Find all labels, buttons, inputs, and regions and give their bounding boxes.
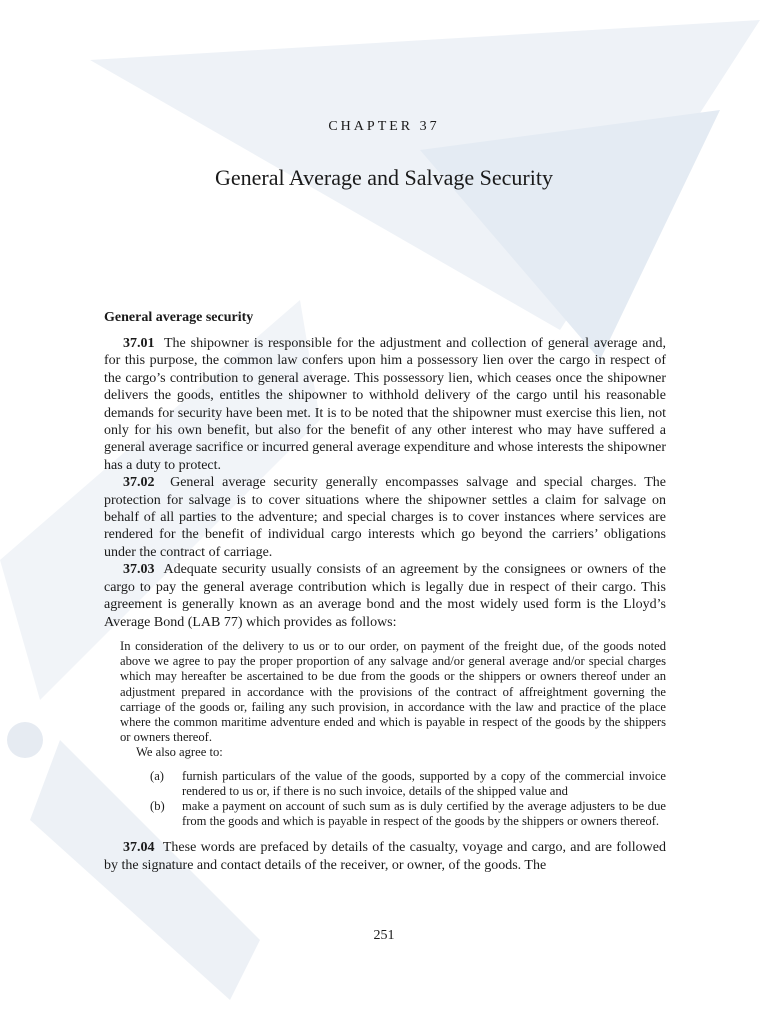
paragraph-text: Adequate security usually consists of an agreement by the consignees or owners of the cargo to pay the general average contribution which is legally due in respect of their cargo. This agreement is generally known as an average bond and the most widely used form is the Lloyd’s Average Bond (LAB 77) which provides as follows: — [104, 562, 666, 630]
paragraph-37-02 — [104, 474, 666, 561]
list-item-label: (a) — [150, 768, 164, 783]
paragraph-37-03 — [104, 561, 666, 631]
list-item-text: furnish particulars of the value of the goods, supported by a copy of the commercial invoice rendered to us or, if there is no such invoice, details of the shipped value and — [182, 768, 666, 798]
paragraph-text: These words are prefaced by details of the casualty, voyage and cargo, and are followed by the signature and contact details of the receiver, or owner, of the goods. The — [104, 840, 666, 873]
paragraph-number: 37.01 — [123, 336, 155, 351]
paragraph-number: 37.02 — [123, 475, 155, 491]
page-number: 251 — [373, 928, 395, 943]
quote-also-agree: We also agree to: — [136, 745, 223, 760]
chapter-label: CHAPTER 37 — [328, 119, 440, 134]
list-item — [120, 769, 666, 799]
chapter-title: General Average and Salvage Security — [214, 165, 553, 190]
paragraph-37-04 — [104, 839, 666, 874]
paragraph-text: General average security generally encompasses salvage and special charges. The protection for salvage is to cover situations where the shipowner settles a claim for salvage on behalf of all parties to the adventure; and special charges is to cover instances where services are rendered for the benefit of individual cargo interests which go beyond the carriers’ obligations under the contract of carriage. — [104, 475, 667, 560]
paragraph-text: The shipowner is responsible for the adjustment and collection of general average and, for this purpose, the common law confers upon him a possessory lien over the cargo in respect of the cargo’s contribution to general average. This possessory lien, which ceases once the shipowner delivers the goods, entitles the shipowner to withhold delivery of the cargo until his reasonable demands for security have been met. It is to be noted that the shipowner must exercise this lien, not only for his own benefit, but also for the benefit of any other interest who may have suffered a general average sacrifice or incurred general average expenditure and whose interests the shipowner has a duty to protect. — [104, 336, 667, 473]
quote-list — [120, 769, 666, 830]
quote-text: In consideration of the delivery to us or to our order, on payment of the freight due, of the goods noted above we agree to pay the proper proportion of any salvage and/or general average and/or special charges which may hereafter be ascertained to be due from the goods or the shippers or owners thereof under an adjustment prepared in accordance with the provisions of the contract of affreightment governing the carriage of the goods or, failing any such provision, in accordance with the law and practice of the place where the common maritime adventure ended and which is payable in respect of the goods by the shippers or owners thereof. — [120, 638, 666, 745]
body-text — [104, 335, 666, 874]
paragraph-number: 37.03 — [123, 562, 155, 578]
list-item — [120, 799, 666, 829]
section-heading: General average security — [104, 310, 254, 325]
list-item-label: (b) — [150, 798, 165, 813]
paragraph-37-01 — [104, 335, 666, 474]
average-bond-quote — [120, 639, 666, 829]
paragraph-number: 37.04 — [123, 840, 155, 856]
list-item-text: make a payment on account of such sum as is duly certified by the average adjusters to be due from the goods and which is payable in respect of the goods by the shippers or owners thereof. — [182, 798, 666, 829]
